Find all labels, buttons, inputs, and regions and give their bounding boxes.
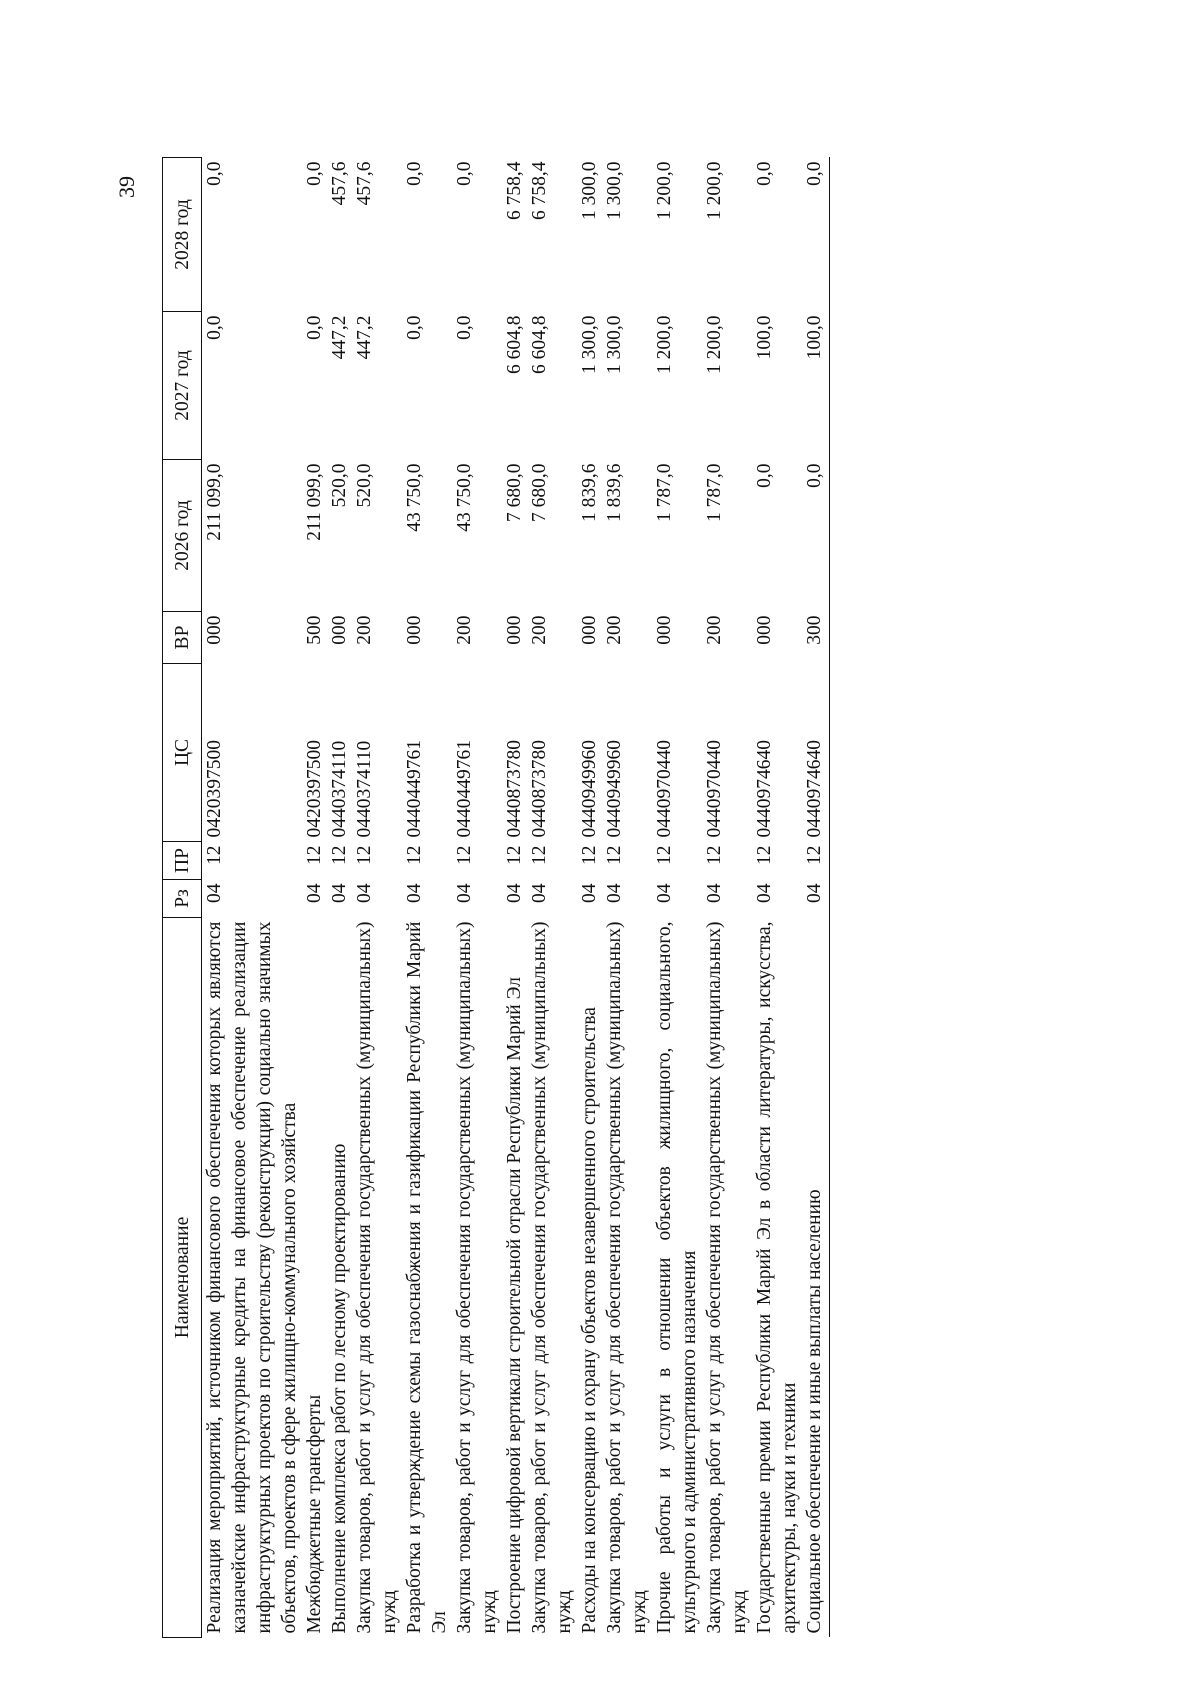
row-pr: 12 — [579, 845, 600, 865]
row-cs: 0440970440 — [704, 740, 725, 838]
document-page — [114, 158, 992, 1638]
table-row — [352, 158, 402, 1638]
row-vr: 000 — [654, 615, 675, 645]
row-vr: 000 — [579, 615, 600, 645]
row-2026: 520,0 — [329, 463, 350, 508]
row-cs: 0440974640 — [802, 664, 830, 842]
row-cs: 0420397500 — [304, 740, 325, 838]
row-name: Социальное обеспечение и иные выплаты населению — [802, 918, 830, 1638]
row-name: Реализация мероприятий, источником финансового обеспечения которых являются казначейские инфраструктурные кредиты на финансовое обеспечение реализации инфраструктурных проектов по строительству (реконструкции) социально значимых объектов, проектов в сфере жилищно-коммунального хозяйства — [204, 921, 300, 1634]
row-pr: 12 — [504, 845, 525, 865]
table-row — [452, 158, 502, 1638]
row-vr: 500 — [304, 615, 325, 645]
table-row — [202, 158, 303, 1638]
row-2026: 43 750,0 — [454, 463, 475, 532]
row-rz: 04 — [404, 883, 425, 903]
row-rz: 04 — [704, 883, 725, 903]
row-2027: 6 604,8 — [529, 315, 550, 374]
row-rz: 04 — [454, 883, 475, 903]
row-2026: 0,0 — [802, 460, 830, 612]
header-vr: ВР — [163, 612, 202, 664]
row-cs: 0440949960 — [579, 740, 600, 838]
row-name: Закупка товаров, работ и услуг для обеспечения государственных (муниципальных) нужд — [454, 921, 500, 1634]
row-2026: 211 099,0 — [304, 463, 325, 541]
row-vr: 000 — [404, 615, 425, 645]
row-2028: 0,0 — [754, 161, 775, 186]
row-2028: 1 200,0 — [654, 161, 675, 220]
table-row — [752, 158, 802, 1638]
row-pr: 12 — [304, 845, 325, 865]
row-2027: 447,2 — [329, 315, 350, 360]
header-name: Наименование — [163, 918, 202, 1638]
row-rz: 04 — [504, 883, 525, 903]
row-pr: 12 — [604, 845, 625, 865]
row-rz: 04 — [579, 883, 600, 903]
table-row — [402, 158, 452, 1638]
row-2027: 0,0 — [204, 315, 225, 340]
header-2028: 2028 год — [163, 158, 202, 312]
page-number: 39 — [114, 176, 139, 198]
table-row — [702, 158, 752, 1638]
row-2027: 1 200,0 — [654, 315, 675, 374]
row-name: Закупка товаров, работ и услуг для обеспечения государственных (муниципальных) нужд — [604, 921, 650, 1634]
row-vr: 000 — [329, 615, 350, 645]
table-row — [527, 158, 577, 1638]
row-vr: 000 — [204, 615, 225, 645]
row-pr: 12 — [802, 842, 830, 880]
row-2027: 0,0 — [454, 315, 475, 340]
row-vr: 200 — [704, 615, 725, 645]
row-cs: 0440374110 — [329, 740, 350, 838]
table-row — [652, 158, 702, 1638]
table-row — [502, 158, 527, 1638]
table-row — [602, 158, 652, 1638]
row-name: Разработка и утверждение схемы газоснабжения и газификации Республики Марий Эл — [404, 921, 450, 1634]
row-pr: 12 — [354, 845, 375, 865]
row-name: Государственные премии Республики Марий Эл в области литературы, искусства, архитектуры, науки и техники — [754, 921, 800, 1634]
table-header-row — [163, 158, 202, 1638]
row-cs: 0440873780 — [529, 740, 550, 838]
row-cs: 0440974640 — [754, 740, 775, 838]
row-vr: 200 — [454, 615, 475, 645]
row-vr: 200 — [529, 615, 550, 645]
row-name: Закупка товаров, работ и услуг для обеспечения государственных (муниципальных) нужд — [704, 921, 750, 1634]
row-rz: 04 — [802, 880, 830, 918]
row-rz: 04 — [304, 883, 325, 903]
row-pr: 12 — [404, 845, 425, 865]
row-2028: 0,0 — [802, 158, 830, 312]
row-vr: 200 — [604, 615, 625, 645]
row-rz: 04 — [204, 883, 225, 903]
row-cs: 0440970440 — [654, 740, 675, 838]
row-2028: 6 758,4 — [529, 161, 550, 220]
row-cs: 0420397500 — [204, 740, 225, 838]
row-pr: 12 — [704, 845, 725, 865]
row-2026: 1 839,6 — [579, 463, 600, 522]
row-vr: 000 — [754, 615, 775, 645]
row-2026: 211 099,0 — [204, 463, 225, 541]
row-2027: 100,0 — [754, 315, 775, 360]
budget-table — [162, 157, 830, 1638]
row-2028: 1 300,0 — [579, 161, 600, 220]
row-vr: 000 — [504, 615, 525, 645]
row-rz: 04 — [754, 883, 775, 903]
row-name: Построение цифровой вертикали строительной отрасли Республики Марий Эл — [504, 977, 525, 1634]
row-name: Закупка товаров, работ и услуг для обеспечения государственных (муниципальных) нужд — [529, 921, 575, 1634]
table-row — [327, 158, 352, 1638]
row-rz: 04 — [604, 883, 625, 903]
row-pr: 12 — [654, 845, 675, 865]
row-rz: 04 — [654, 883, 675, 903]
row-pr: 12 — [754, 845, 775, 865]
header-rz: Рз — [163, 880, 202, 918]
table-row — [577, 158, 602, 1638]
row-name: Прочие работы и услуги в отношении объектов жилищного, социального, культурного и административного назначения — [654, 921, 700, 1634]
row-pr: 12 — [204, 845, 225, 865]
row-2027: 447,2 — [354, 315, 375, 360]
row-2028: 0,0 — [404, 161, 425, 186]
row-rz: 04 — [329, 883, 350, 903]
row-name: Выполнение комплекса работ по лесному проектированию — [329, 1143, 350, 1634]
header-pr: ПР — [163, 842, 202, 880]
row-2026: 0,0 — [754, 463, 775, 488]
row-name: Межбюджетные трансферты — [304, 1394, 325, 1634]
row-cs: 0440873780 — [504, 740, 525, 838]
row-rz: 04 — [354, 883, 375, 903]
table-row — [802, 158, 830, 1638]
row-2028: 1 200,0 — [704, 161, 725, 220]
row-2026: 7 680,0 — [529, 463, 550, 522]
row-2027: 1 300,0 — [579, 315, 600, 374]
row-2027: 1 200,0 — [704, 315, 725, 374]
row-2026: 1 787,0 — [704, 463, 725, 522]
row-rz: 04 — [529, 883, 550, 903]
row-cs: 0440449761 — [454, 740, 475, 838]
row-2026: 1 787,0 — [654, 463, 675, 522]
row-2026: 520,0 — [354, 463, 375, 508]
row-2027: 0,0 — [404, 315, 425, 340]
row-2027: 100,0 — [802, 312, 830, 460]
row-vr: 200 — [354, 615, 375, 645]
row-pr: 12 — [329, 845, 350, 865]
row-pr: 12 — [454, 845, 475, 865]
row-2028: 457,6 — [329, 161, 350, 206]
row-2027: 0,0 — [304, 315, 325, 340]
row-2027: 6 604,8 — [504, 315, 525, 374]
header-cs: ЦС — [163, 664, 202, 842]
row-2028: 0,0 — [204, 161, 225, 186]
row-name: Расходы на консервацию и охрану объектов незавершенного строительства — [579, 1007, 600, 1634]
row-vr: 300 — [802, 612, 830, 664]
row-pr: 12 — [529, 845, 550, 865]
header-2026: 2026 год — [163, 460, 202, 612]
row-2026: 1 839,6 — [604, 463, 625, 522]
row-cs: 0440374110 — [354, 740, 375, 838]
table-row — [302, 158, 327, 1638]
row-2028: 6 758,4 — [504, 161, 525, 220]
header-2027: 2027 год — [163, 312, 202, 460]
row-2028: 457,6 — [354, 161, 375, 206]
row-name: Закупка товаров, работ и услуг для обеспечения государственных (муниципальных) нужд — [354, 921, 400, 1634]
row-2027: 1 300,0 — [604, 315, 625, 374]
row-2026: 7 680,0 — [504, 463, 525, 522]
row-2026: 43 750,0 — [404, 463, 425, 532]
row-2028: 0,0 — [454, 161, 475, 186]
row-cs: 0440949960 — [604, 740, 625, 838]
row-2028: 0,0 — [304, 161, 325, 186]
row-cs: 0440449761 — [404, 740, 425, 838]
row-2028: 1 300,0 — [604, 161, 625, 220]
